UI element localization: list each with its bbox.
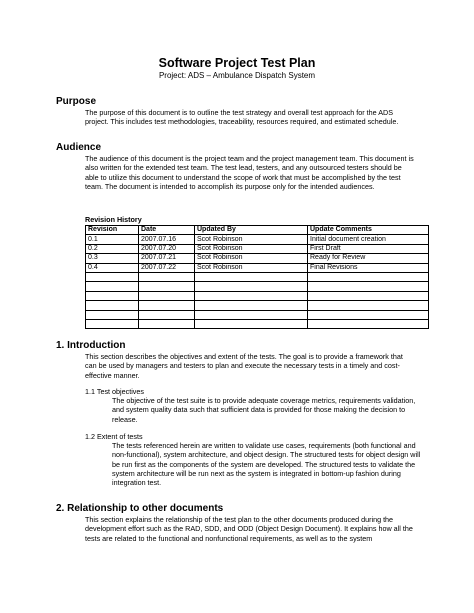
relationship-heading: 2. Relationship to other documents <box>56 503 224 514</box>
purpose-heading: Purpose <box>56 96 97 107</box>
table-cell: Scot Robinson <box>195 244 308 253</box>
document-subtitle: Project: ADS – Ambulance Dispatch System <box>158 71 316 80</box>
table-cell <box>86 282 139 291</box>
column-header-revision: Revision <box>86 226 139 235</box>
table-cell <box>195 310 308 319</box>
revision-history-table <box>85 225 429 329</box>
table-cell: 0.4 <box>86 263 139 272</box>
table-cell: Final Revisions <box>308 263 429 272</box>
table-cell: 2007.07.21 <box>139 254 195 263</box>
table-cell: 2007.07.16 <box>139 235 195 244</box>
table-cell <box>195 282 308 291</box>
table-cell: Scot Robinson <box>195 254 308 263</box>
table-cell <box>308 291 429 300</box>
introduction-text: This section describes the objectives and extent of the tests. The goal is to provide a framework that can be used by managers and testers to plan and execute the necessary tests in a timely and cost-effective manner. <box>85 352 403 380</box>
introduction-heading: 1. Introduction <box>56 340 126 351</box>
table-cell: Ready for Review <box>308 254 429 263</box>
column-header-update-comments: Update Comments <box>308 226 429 235</box>
table-row <box>86 282 429 291</box>
table-cell <box>86 272 139 281</box>
revision-history-title: Revision History <box>85 215 142 224</box>
audience-heading: Audience <box>56 142 102 153</box>
table-header-row <box>86 226 429 235</box>
extent-of-tests-heading: 1.2 Extent of tests <box>85 432 143 441</box>
relationship-text: This section explains the relationship of the test plan to the other documents produced during the development effort such as the RAD, SDD, and ODD (Object Design Document). It explains how all the tests are related to the functional and nonfunctional requirements, as well as to the system <box>85 515 413 543</box>
table-cell <box>308 272 429 281</box>
table-cell: Scot Robinson <box>195 263 308 272</box>
table-cell <box>308 282 429 291</box>
column-header-date: Date <box>139 226 195 235</box>
table-cell: 2007.07.22 <box>139 263 195 272</box>
table-row <box>86 254 429 263</box>
table-cell <box>308 310 429 319</box>
table-cell <box>308 319 429 328</box>
table-cell <box>195 291 308 300</box>
table-cell <box>195 272 308 281</box>
table-row <box>86 235 429 244</box>
table-row <box>86 301 429 310</box>
table-cell <box>139 319 195 328</box>
table-row <box>86 272 429 281</box>
table-cell <box>139 301 195 310</box>
table-cell <box>139 291 195 300</box>
table-cell: 0.1 <box>86 235 139 244</box>
table-row <box>86 244 429 253</box>
table-cell <box>139 272 195 281</box>
table-cell: First Draft <box>308 244 429 253</box>
table-row <box>86 310 429 319</box>
table-cell: 0.3 <box>86 254 139 263</box>
test-objectives-heading: 1.1 Test objectives <box>85 387 144 396</box>
table-cell <box>139 282 195 291</box>
table-cell <box>195 319 308 328</box>
document-title: Software Project Test Plan <box>158 56 316 70</box>
table-cell <box>195 301 308 310</box>
table-cell <box>86 319 139 328</box>
audience-text: The audience of this document is the project team and the project management team. This document is also written for the extended test team. The test lead, testers, and any outsourced testers should be able to utilize this document to understand the scope of work that must be accomplished by the test team. The document is intended to accomplish its purpose only for the intended audiences. <box>85 154 414 191</box>
test-objectives-text: The objective of the test suite is to provide adequate coverage metrics, requirements validation, and system quality data such that sufficient data is provided for those making the decision to release. <box>112 396 416 424</box>
table-cell <box>86 291 139 300</box>
table-cell: Scot Robinson <box>195 235 308 244</box>
table-cell: Initial document creation <box>308 235 429 244</box>
table-row <box>86 319 429 328</box>
table-cell: 2007.07.20 <box>139 244 195 253</box>
table-cell <box>86 301 139 310</box>
extent-of-tests-text: The tests referenced herein are written to validate use cases, requirements (both functional and non-functional), system architecture, and object design. The structured tests for object design will be run first as the components of the system are developed. The structured tests to validate the system architecture will be run next as the system is integrated in bottom-up fashion during integration test. <box>112 441 421 488</box>
table-cell <box>86 310 139 319</box>
table-cell <box>139 310 195 319</box>
table-row <box>86 263 429 272</box>
column-header-updated-by: Updated By <box>195 226 308 235</box>
table-cell <box>308 301 429 310</box>
purpose-text: The purpose of this document is to outline the test strategy and overall test approach for the ADS project. This includes test methodologies, traceability, resources required, and estimated schedule. <box>85 108 399 127</box>
table-cell: 0.2 <box>86 244 139 253</box>
table-row <box>86 291 429 300</box>
